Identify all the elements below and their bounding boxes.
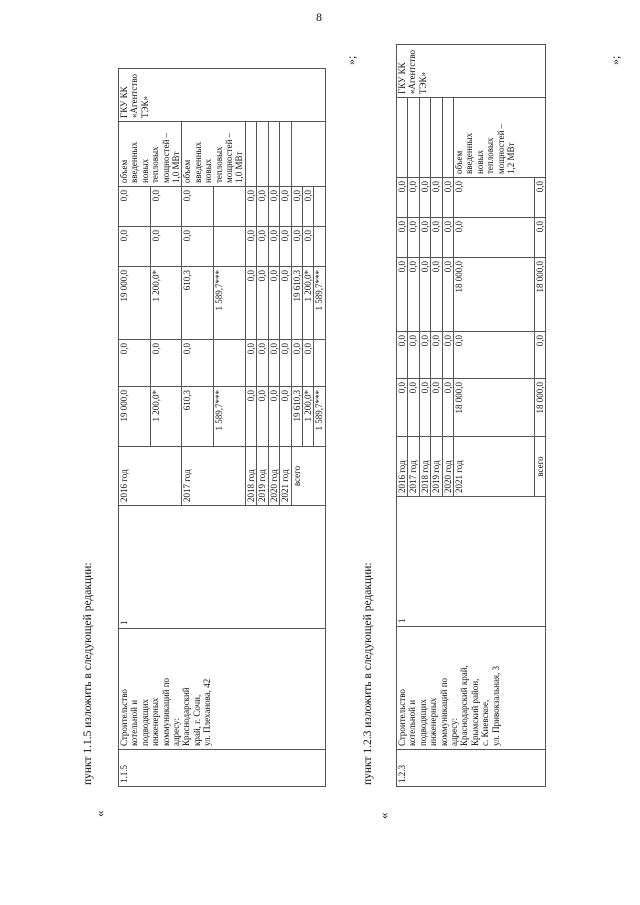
total-label: всего [535,437,546,497]
value-cell: 1 589,7*** [314,267,325,340]
total-cell: 1 200,0* [302,387,313,447]
value-cell: 0,0 [302,187,313,227]
empty-cell [442,98,453,178]
section2-table [396,44,546,787]
value-cell: 0,0 [257,267,268,340]
value-cell: 0,0 [397,332,408,379]
value-cell: 0,0 [257,227,268,267]
value-cell: 0,0 [419,178,430,218]
value-cell: 0,0 [245,340,256,387]
value-cell: 0,0 [535,332,546,379]
value-cell: 0,0 [280,340,291,387]
total-cell: 18 000,0 [535,379,546,437]
value-cell: 0,0 [302,340,313,387]
total-cell: 0,0 [408,379,419,437]
value-cell: 0,0 [442,218,453,258]
project-description: Строительство котельной и подводящих инженерных коммуникаций по адресу: Краснодарский край, Крымский район, с. Киевское, ул. Привокзальная, 3 [397,627,546,750]
value-cell: 0,0 [442,258,453,332]
value-cell: 0,0 [268,267,279,340]
section1-close-quote: »; [344,55,358,65]
section2-close-quote: »; [608,55,622,65]
value-cell: 0,0 [268,187,279,227]
value-cell: 0,0 [291,187,302,227]
project-description: Строительство котельной и подводящих инженерных коммуникаций по адресу: Краснодарский край, г. Сочи, ул. Плеханова, 42 [119,629,326,750]
empty-cell [431,98,442,178]
value-cell: 0,0 [150,227,182,267]
value-cell [314,340,325,387]
row-number: 1.2.3 [397,750,546,787]
section1-open-quote: « [92,810,107,817]
value-cell: 0,0 [419,258,430,332]
empty-cell [268,122,279,187]
total-cell: 0,0 [257,387,268,447]
value-cell: 0,0 [257,187,268,227]
total-cell: 1 200,0* [150,387,182,447]
empty-cell [257,122,268,187]
value-cell: 0,0 [150,340,182,387]
value-cell: 0,0 [454,218,535,258]
value-cell: 0,0 [408,218,419,258]
value-cell [314,187,325,227]
value-cell: 0,0 [431,258,442,332]
value-cell: 1 200,0* [302,267,313,340]
value-cell [214,187,246,227]
year-cell: 2016 год [119,447,182,506]
year-cell: 2020 год [442,437,453,497]
year-cell: 2018 год [419,437,430,497]
value-cell: 0,0 [257,340,268,387]
value-cell: 0,0 [280,187,291,227]
empty-cell [419,98,430,178]
year-cell: 2021 год [280,447,291,506]
table-row [119,69,151,787]
page-number: 8 [316,10,322,24]
value-cell: 18 000,0 [535,258,546,332]
value-cell: 0,0 [408,332,419,379]
section2-intro: пункт 1.2.3 изложить в следующей редакции: [362,562,374,785]
total-cell: 0,0 [397,379,408,437]
value-cell: 0,0 [245,187,256,227]
value-cell [314,227,325,267]
total-cell: 0,0 [419,379,430,437]
value-cell [214,227,246,267]
value-cell: 0,0 [119,187,151,227]
value-cell: 0,0 [397,258,408,332]
value-cell: 0,0 [302,227,313,267]
empty-cell [408,98,419,178]
value-cell: 0,0 [408,258,419,332]
value-cell: 0,0 [419,332,430,379]
year-cell: 2018 год [245,447,256,506]
value-cell: 1 200,0* [150,267,182,340]
result-indicator: объем введенных новых тепловых мощностей – 1,0 МВт [119,122,182,187]
value-cell: 0,0 [280,227,291,267]
value-cell: 0,0 [280,267,291,340]
value-cell: 0,0 [182,340,214,387]
value-cell: 0,0 [245,227,256,267]
value-cell: 0,0 [535,178,546,218]
value-cell: 0,0 [454,332,535,379]
value-cell: 610,3 [182,267,214,340]
empty-cell [245,122,256,187]
year-cell: 2019 год [431,437,442,497]
value-cell: 0,0 [397,218,408,258]
total-cell: 610,3 [182,387,214,447]
value-cell: 0,0 [182,187,214,227]
total-cell: 19 000,0 [119,387,151,447]
value-cell: 0,0 [431,178,442,218]
section2-open-quote: « [376,812,391,819]
value-cell: 0,0 [119,227,151,267]
value-cell: 0,0 [431,332,442,379]
empty-cell [397,98,408,178]
total-cell: 19 610,3 [291,387,302,447]
value-cell: 19 610,3 [291,267,302,340]
year-cell: 2021 год [454,437,535,497]
value-cell: 0,0 [397,178,408,218]
total-cell: 1 589,7*** [214,387,246,447]
year-cell: 2019 год [257,447,268,506]
total-label: всего [291,447,325,506]
total-cell: 18 000,0 [454,379,535,437]
total-cell: 0,0 [280,387,291,447]
year-cell: 2016 год [397,437,408,497]
result-indicator: объем введенных новых тепловых мощностей – 1,0 МВт [182,122,245,187]
value-cell: 0,0 [150,187,182,227]
column-3-value: 1 [119,506,326,629]
value-cell [214,340,246,387]
year-cell: 2017 год [182,447,245,506]
value-cell: 0,0 [431,218,442,258]
value-cell: 18 000,0 [454,258,535,332]
value-cell: 0,0 [268,340,279,387]
executor: ГКУ КК «Агентство ТЭК» [397,45,546,98]
value-cell: 0,0 [535,218,546,258]
total-cell: 0,0 [431,379,442,437]
total-cell: 1 589,7*** [314,387,325,447]
empty-cell [291,122,325,187]
value-cell: 0,0 [442,332,453,379]
total-cell: 0,0 [268,387,279,447]
value-cell: 0,0 [119,340,151,387]
result-indicator: объем введенных новых тепловых мощностей – 1,2 МВт [454,98,546,178]
value-cell: 0,0 [245,267,256,340]
column-3-value: 1 [397,497,546,627]
value-cell: 0,0 [291,227,302,267]
value-cell: 19 000,0 [119,267,151,340]
executor: ГКУ КК «Агентство ТЭК» [119,69,326,122]
total-cell: 0,0 [442,379,453,437]
value-cell: 0,0 [268,227,279,267]
value-cell: 0,0 [419,218,430,258]
value-cell: 0,0 [442,178,453,218]
row-number: 1.1.5 [119,750,326,787]
total-cell: 0,0 [245,387,256,447]
value-cell: 1 589,7*** [214,267,246,340]
table-row [397,45,408,787]
year-cell: 2017 год [408,437,419,497]
empty-cell [280,122,291,187]
year-cell: 2020 год [268,447,279,506]
value-cell: 0,0 [291,340,302,387]
section1-table [118,68,326,787]
value-cell: 0,0 [182,227,214,267]
value-cell: 0,0 [454,178,535,218]
value-cell: 0,0 [408,178,419,218]
section1-intro: пункт 1.1.5 изложить в следующей редакции: [82,562,94,785]
